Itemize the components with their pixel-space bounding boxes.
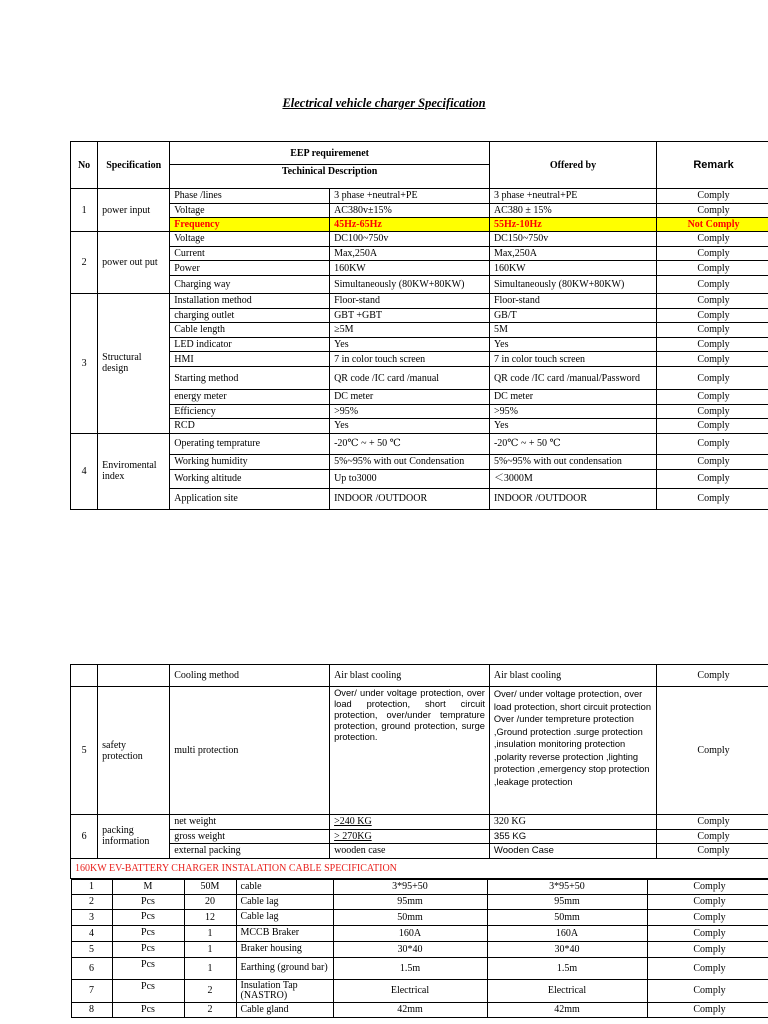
offered-cell: Max,250A [489, 246, 656, 261]
requirement-cell: 45Hz-65Hz [330, 218, 490, 232]
cable-qty: 1 [184, 957, 236, 979]
header-row-1 [71, 142, 768, 165]
spec-table-continued [70, 664, 768, 1018]
spec-row [71, 203, 768, 218]
param-cell: energy meter [170, 390, 330, 405]
cable-no: 4 [71, 925, 112, 941]
cable-item: Cable lag [236, 910, 333, 926]
spec-row [71, 261, 768, 276]
cable-no: 6 [71, 957, 112, 979]
spec-row [71, 404, 768, 419]
spec-row [71, 276, 768, 294]
offered-cell: Wooden Case [489, 844, 656, 859]
param-cell: Voltage [170, 203, 330, 218]
spec-row [71, 352, 768, 367]
spec-table [70, 141, 768, 510]
param-cell: Power [170, 261, 330, 276]
cable-remark: Comply [647, 1002, 768, 1017]
cable-offered: 95mm [487, 894, 647, 910]
offered-cell: Yes [489, 419, 656, 434]
offered-cell: 355 KG [489, 829, 656, 844]
requirement-cell: DC100~750v [330, 232, 490, 247]
cable-offered: 1.5m [487, 957, 647, 979]
cable-no: 8 [71, 1002, 112, 1017]
cable-row [71, 879, 768, 894]
offered-cell: 3 phase +neutral+PE [489, 189, 656, 204]
remark-cell: Comply [657, 337, 768, 352]
cable-unit: Pcs [112, 910, 184, 926]
offered-cell: GB/T [489, 308, 656, 323]
cable-title-row [71, 858, 768, 878]
cable-remark: Comply [647, 894, 768, 910]
offered-cell: 7 in color touch screen [489, 352, 656, 367]
cable-row [71, 979, 768, 1002]
remark-cell: Comply [657, 844, 768, 859]
cable-requirement: 3*95+50 [333, 879, 487, 894]
remark-cell: Comply [657, 404, 768, 419]
requirement-cell: AC380v±15% [330, 203, 490, 218]
param-cell: Working altitude [170, 469, 330, 488]
param-cell: Working humidity [170, 454, 330, 469]
offered-cell: Air blast cooling [489, 665, 656, 687]
offered-cell: QR code /IC card /manual/Password [489, 367, 656, 390]
group-spec: safety protection [98, 687, 170, 815]
param-cell: Phase /lines [170, 189, 330, 204]
cable-unit: Pcs [112, 979, 184, 1002]
param-cell: Starting method [170, 367, 330, 390]
remark-cell: Comply [657, 390, 768, 405]
param-cell: LED indicator [170, 337, 330, 352]
cable-requirement: 30*40 [333, 941, 487, 957]
cable-item: Earthing (ground bar) [236, 957, 333, 979]
remark-cell: Comply [657, 276, 768, 294]
requirement-cell: >240 KG [330, 815, 490, 830]
cooling-row [71, 665, 768, 687]
requirement-cell: DC meter [330, 390, 490, 405]
offered-cell: >95% [489, 404, 656, 419]
cable-no: 7 [71, 979, 112, 1002]
requirement-cell: ≥5M [330, 323, 490, 338]
cable-qty: 12 [184, 910, 236, 926]
remark-cell: Comply [657, 261, 768, 276]
requirement-cell: 3 phase +neutral+PE [330, 189, 490, 204]
cable-item: MCCB Braker [236, 925, 333, 941]
cable-remark: Comply [647, 979, 768, 1002]
requirement-cell: >95% [330, 404, 490, 419]
remark-cell: Comply [657, 687, 768, 815]
group-spec: power input [98, 189, 170, 232]
header-no: No [71, 142, 98, 189]
packing-row [71, 829, 768, 844]
cable-remark: Comply [647, 925, 768, 941]
offered-cell: 5%~95% with out condensation [489, 454, 656, 469]
cable-offered: 50mm [487, 910, 647, 926]
cable-unit: Pcs [112, 1002, 184, 1017]
requirement-cell: -20℃ ~ + 50 ℃ [330, 433, 490, 454]
cable-offered: 42mm [487, 1002, 647, 1017]
offered-cell: AC380 ± 15% [489, 203, 656, 218]
param-cell: external packing [170, 844, 330, 859]
cable-item: cable [236, 879, 333, 894]
cable-rows-wrapper [71, 878, 768, 1018]
requirement-cell: Over/ under voltage protection, over load protection, short circuit protection, over/under temprature protection, ground protection, surge protection. [330, 687, 490, 815]
requirement-cell: Floor-stand [330, 294, 490, 309]
remark-cell: Comply [657, 815, 768, 830]
cable-qty: 20 [184, 894, 236, 910]
spec-row [71, 232, 768, 247]
group-spec: power out put [98, 232, 170, 294]
header-eep: EEP requiremenet [170, 142, 490, 165]
offered-cell: -20℃ ~ + 50 ℃ [489, 433, 656, 454]
header-offered: Offered by [489, 142, 656, 189]
remark-cell: Comply [657, 203, 768, 218]
cable-offered: 30*40 [487, 941, 647, 957]
param-cell: Application site [170, 488, 330, 509]
spec-row [71, 294, 768, 309]
offered-cell: Over/ under voltage protection, over load protection, short circuit protection Over /under tempreture protection ,Ground protection .surge protection ,insulation monitoring protection ,polarity reverse protection ,lighting protection ,emergency stop protection ,leakage protection [489, 687, 656, 815]
remark-cell: Comply [657, 323, 768, 338]
cable-rows-cell [71, 878, 768, 1018]
cable-row [71, 941, 768, 957]
cable-table [71, 879, 768, 1018]
spec-row [71, 469, 768, 488]
cable-no: 5 [71, 941, 112, 957]
requirement-cell: Air blast cooling [330, 665, 490, 687]
offered-cell: 320 KG [489, 815, 656, 830]
requirement-cell: INDOOR /OUTDOOR [330, 488, 490, 509]
spec-row [71, 488, 768, 509]
cable-row [71, 957, 768, 979]
spec-row [71, 337, 768, 352]
param-cell: Efficiency [170, 404, 330, 419]
empty-cell [71, 665, 98, 687]
cable-item: Cable lag [236, 894, 333, 910]
requirement-cell: wooden case [330, 844, 490, 859]
cable-unit: M [112, 879, 184, 894]
remark-cell: Comply [657, 308, 768, 323]
requirement-cell: Up to3000 [330, 469, 490, 488]
group-no: 4 [71, 433, 98, 509]
cable-offered: 160A [487, 925, 647, 941]
offered-cell: 160KW [489, 261, 656, 276]
group-no: 1 [71, 189, 98, 232]
spec-row [71, 433, 768, 454]
param-cell: net weight [170, 815, 330, 830]
remark-cell: Comply [657, 469, 768, 488]
safety-row [71, 687, 768, 815]
cable-unit: Pcs [112, 941, 184, 957]
offered-cell: Floor-stand [489, 294, 656, 309]
cable-row [71, 910, 768, 926]
cable-row [71, 894, 768, 910]
param-cell: multi protection [170, 687, 330, 815]
cable-offered: Electrical [487, 979, 647, 1002]
cable-requirement: 50mm [333, 910, 487, 926]
cable-requirement: 1.5m [333, 957, 487, 979]
cable-requirement: Electrical [333, 979, 487, 1002]
document-title: Electrical vehicle charger Specification [282, 96, 486, 110]
spec-row [71, 308, 768, 323]
offered-cell: DC150~750v [489, 232, 656, 247]
cable-unit: Pcs [112, 925, 184, 941]
packing-row [71, 815, 768, 830]
cable-remark: Comply [647, 941, 768, 957]
offered-cell: Yes [489, 337, 656, 352]
requirement-cell: > 270KG [330, 829, 490, 844]
spec-row [71, 390, 768, 405]
param-cell: charging outlet [170, 308, 330, 323]
requirement-cell: Yes [330, 337, 490, 352]
spec-row [71, 419, 768, 434]
requirement-cell: GBT +GBT [330, 308, 490, 323]
offered-cell: DC meter [489, 390, 656, 405]
param-cell: Charging way [170, 276, 330, 294]
header-specification: Specification [98, 142, 170, 189]
param-cell: Cooling method [170, 665, 330, 687]
cable-unit: Pcs [112, 894, 184, 910]
remark-cell: Comply [657, 246, 768, 261]
cable-qty: 1 [184, 925, 236, 941]
cable-item: Cable gland [236, 1002, 333, 1017]
cable-qty: 1 [184, 941, 236, 957]
group-spec: Enviromental index [98, 433, 170, 509]
param-cell: HMI [170, 352, 330, 367]
cable-requirement: 42mm [333, 1002, 487, 1017]
cable-qty: 2 [184, 1002, 236, 1017]
spec-row [71, 218, 768, 232]
packing-row [71, 844, 768, 859]
spec-row [71, 454, 768, 469]
offered-cell: Simultaneously (80KW+80KW) [489, 276, 656, 294]
remark-cell: Comply [657, 352, 768, 367]
header-remark: Remark [657, 142, 768, 189]
cable-item: Insulation Tap (NASTRO) [236, 979, 333, 1002]
cable-row [71, 925, 768, 941]
group-spec: Structural design [98, 294, 170, 434]
offered-cell: 5M [489, 323, 656, 338]
group-spec: packing information [98, 815, 170, 859]
cable-remark: Comply [647, 910, 768, 926]
requirement-cell: Yes [330, 419, 490, 434]
group-no: 3 [71, 294, 98, 434]
offered-cell: ＜3000M [489, 469, 656, 488]
param-cell: Installation method [170, 294, 330, 309]
cable-unit: Pcs [112, 957, 184, 979]
header-tech: Techinical Description [170, 165, 490, 189]
cable-requirement: 160A [333, 925, 487, 941]
remark-cell: Comply [657, 367, 768, 390]
cable-section-title: 160KW EV-BATTERY CHARGER INSTALATION CABLE SPECIFICATION [71, 858, 768, 878]
param-cell: Operating temprature [170, 433, 330, 454]
cable-qty: 2 [184, 979, 236, 1002]
group-no: 5 [71, 687, 98, 815]
offered-cell: 55Hz-10Hz [489, 218, 656, 232]
cable-item: Braker housing [236, 941, 333, 957]
cable-remark: Comply [647, 957, 768, 979]
requirement-cell: 7 in color touch screen [330, 352, 490, 367]
param-cell: gross weight [170, 829, 330, 844]
requirement-cell: QR code /IC card /manual [330, 367, 490, 390]
group-no: 2 [71, 232, 98, 294]
remark-cell: Comply [657, 665, 768, 687]
offered-cell: INDOOR /OUTDOOR [489, 488, 656, 509]
cable-qty: 50M [184, 879, 236, 894]
param-cell: Cable length [170, 323, 330, 338]
spec-row [71, 323, 768, 338]
requirement-cell: Simultaneously (80KW+80KW) [330, 276, 490, 294]
spec-row [71, 367, 768, 390]
remark-cell: Comply [657, 189, 768, 204]
requirement-cell: Max,250A [330, 246, 490, 261]
remark-cell: Comply [657, 232, 768, 247]
cable-remark: Comply [647, 879, 768, 894]
param-cell: Frequency [170, 218, 330, 232]
param-cell: Voltage [170, 232, 330, 247]
cable-no: 3 [71, 910, 112, 926]
cable-row [71, 1002, 768, 1017]
remark-cell: Comply [657, 433, 768, 454]
remark-cell: Not Comply [657, 218, 768, 232]
empty-cell [98, 665, 170, 687]
remark-cell: Comply [657, 488, 768, 509]
cable-offered: 3*95+50 [487, 879, 647, 894]
remark-cell: Comply [657, 829, 768, 844]
cable-no: 1 [71, 879, 112, 894]
remark-cell: Comply [657, 454, 768, 469]
spec-row [71, 246, 768, 261]
param-cell: Current [170, 246, 330, 261]
remark-cell: Comply [657, 419, 768, 434]
cable-no: 2 [71, 894, 112, 910]
spec-row [71, 189, 768, 204]
cable-requirement: 95mm [333, 894, 487, 910]
requirement-cell: 160KW [330, 261, 490, 276]
requirement-cell: 5%~95% with out Condensation [330, 454, 490, 469]
remark-cell: Comply [657, 294, 768, 309]
param-cell: RCD [170, 419, 330, 434]
group-no: 6 [71, 815, 98, 859]
